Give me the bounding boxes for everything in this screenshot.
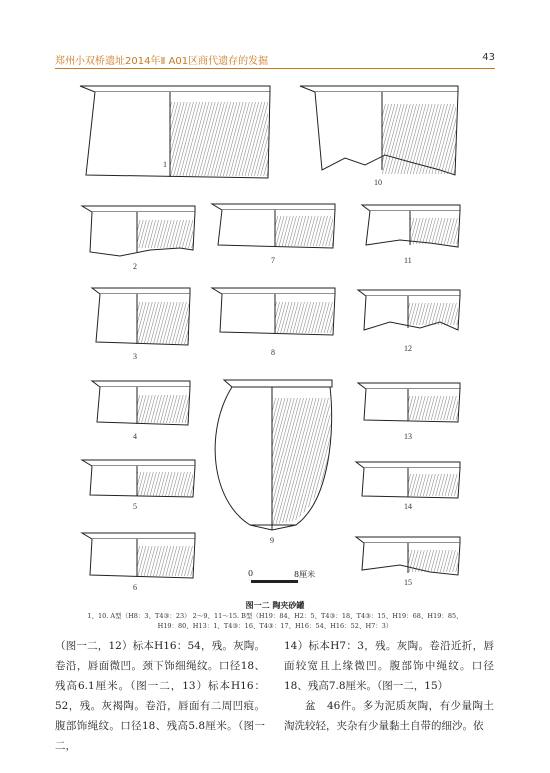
vessel-drawing-2: [82, 206, 195, 256]
figure-caption-notes: 1、10. A型（H8：3、T4③：23） 2～9、11～15. B型（H19：84、H2：5、T4③：18、T4③：15、H19：68、H19：85、 H19：80、H13：1、T4③：16、T4③：17、H16：54、H16：52、H7：3）: [87, 612, 463, 630]
vessel-drawing-11: [362, 205, 460, 247]
vessel-drawing-5: [82, 460, 195, 497]
figure-number-4: 4: [133, 432, 137, 441]
vessel-drawing-7: [212, 204, 335, 248]
figure-number-2: 2: [133, 262, 137, 271]
figure-caption-title: 图一二 陶夹砂罐: [245, 601, 305, 610]
figure-number-10: 10: [374, 178, 382, 187]
body-left-column: [55, 636, 265, 756]
figure-number-3: 3: [133, 352, 137, 361]
vessel-drawing-6: [82, 533, 195, 578]
scale-zero-label: 0: [248, 569, 254, 578]
figure-number-13: 13: [404, 432, 412, 441]
body-paragraph: （图一二，12）标本H16：54，残。灰陶。卷沿，唇面微凹。颈下饰细绳纹。口径18、残高6.1厘米。（图一二，13）标本H16：52，残。灰褐陶。卷沿，唇面有二周凹痕。腹部饰绳纹。口径18、残高5.8厘米。（图一二，: [55, 640, 265, 752]
figure-number-5: 5: [133, 502, 137, 511]
figure-number-11: 11: [404, 256, 412, 265]
figure-number-8: 8: [271, 348, 275, 357]
vessel-drawing-1: [80, 86, 270, 178]
header-rule: [55, 68, 495, 69]
vessel-drawing-4: [92, 381, 190, 425]
scale-end-label: 8厘米: [294, 570, 316, 579]
body-paragraph: 14）标本H7：3，残。灰陶。卷沿近折，唇面较宽且上缘微凹。腹部饰中绳纹。口径18、残高7.8厘米。（图一二，15）: [284, 640, 494, 692]
vessel-drawing-14: [356, 462, 460, 498]
vessel-drawing-15: [356, 537, 460, 575]
body-paragraph: 盆 46件。多为泥质灰陶，有少量陶土淘洗较轻，夹杂有少量黏土自带的细沙。依: [284, 700, 494, 732]
vessel-drawing-8: [212, 288, 335, 335]
figure-number-14: 14: [404, 502, 412, 511]
vessel-drawing-3: [92, 288, 190, 345]
figure-number-1: 1: [163, 160, 167, 169]
vessel-drawing-12: [358, 290, 460, 330]
figure-number-9: 9: [270, 536, 274, 545]
vessel-drawing-10: [300, 86, 458, 175]
figure-number-7: 7: [271, 256, 275, 265]
figure-number-12: 12: [404, 344, 412, 353]
body-right-column: [284, 636, 494, 736]
figure-number-15: 15: [404, 578, 412, 587]
figure-number-6: 6: [133, 583, 137, 592]
running-title: 郑州小双桥遗址2014年Ⅱ A01区商代遗存的发掘: [55, 56, 269, 67]
vessel-drawing-13: [358, 383, 460, 422]
scale-bar: [251, 580, 298, 583]
pottery-drawings-plate: [70, 80, 490, 600]
page-number: 43: [482, 52, 495, 63]
vessel-drawing-9: [215, 380, 332, 530]
